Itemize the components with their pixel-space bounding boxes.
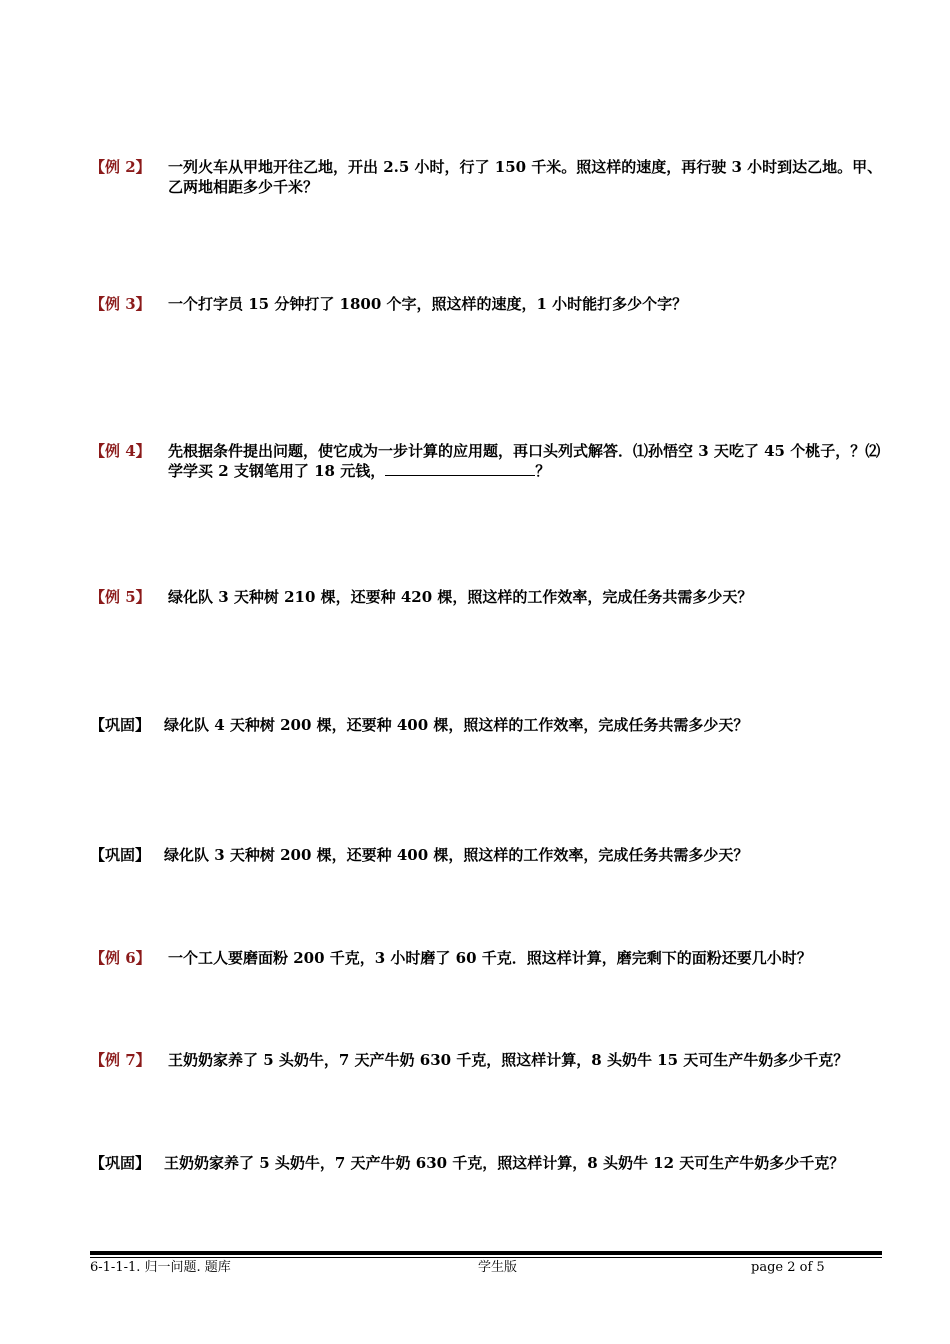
- problem-tag: 【例 7】: [90, 1051, 151, 1069]
- problem-text: 一个打字员 15 分钟打了 1800 个字，照这样的速度，1 小时能打多少个字？: [168, 295, 688, 313]
- problem-text: 一个工人要磨面粉 200 千克，3 小时磨了 60 千克．照这样计算，磨完剩下的面粉还要几小时？: [168, 949, 812, 967]
- problem-consolidate-2: [90, 845, 895, 865]
- problem-tag: 【巩固】: [90, 716, 151, 734]
- problem-tag: 【巩固】: [90, 846, 151, 864]
- problem-tag: 【例 2】: [90, 158, 151, 176]
- problem-example-6: [90, 948, 895, 968]
- footer-rule-thick: [90, 1251, 882, 1255]
- footer-center: 学生版: [478, 1260, 518, 1275]
- problem-example-2: [90, 157, 895, 197]
- problem-text-end: ？: [535, 462, 551, 480]
- problem-consolidate-1: [90, 715, 895, 735]
- problem-text-wrapper: [168, 441, 895, 481]
- problem-example-5: [90, 587, 895, 607]
- problem-text: 王奶奶家养了 5 头奶牛，7 天产牛奶 630 千克，照这样计算，8 头奶牛 12 天可生产牛奶多少千克？: [164, 1154, 845, 1172]
- problem-text: 绿化队 4 天种树 200 棵，还要种 400 棵，照这样的工作效率，完成任务共需多少天？: [164, 716, 749, 734]
- footer-right: page 2 of 5: [751, 1260, 825, 1275]
- footer-rule-thin: [90, 1257, 882, 1258]
- problem-tag: 【例 3】: [90, 295, 151, 313]
- problem-text: 王奶奶家养了 5 头奶牛，7 天产牛奶 630 千克，照这样计算，8 头奶牛 15 天可生产牛奶多少千克？: [168, 1051, 849, 1069]
- problem-tag: 【例 5】: [90, 588, 151, 606]
- problem-example-3: [90, 294, 895, 314]
- problem-text: 先根据条件提出问题，使它成为一步计算的应用题，再口头列式解答．⑴孙悟空 3 天吃了 45 个桃子，？⑵学学买 2 支钢笔用了 18 元钱，: [168, 442, 881, 480]
- problem-example-7: [90, 1050, 895, 1070]
- problem-consolidate-3: [90, 1153, 895, 1173]
- problem-tag: 【例 4】: [90, 442, 151, 460]
- answer-blank[interactable]: [385, 461, 535, 476]
- problem-text: 绿化队 3 天种树 210 棵，还要种 420 棵，照这样的工作效率，完成任务共需多少天？: [168, 588, 753, 606]
- problem-example-4: [90, 441, 895, 481]
- problem-text: 绿化队 3 天种树 200 棵，还要种 400 棵，照这样的工作效率，完成任务共需多少天？: [164, 846, 749, 864]
- problem-tag: 【巩固】: [90, 1154, 151, 1172]
- problem-text: 一列火车从甲地开往乙地，开出 2.5 小时，行了 150 千米。照这样的速度，再行驶 3 小时到达乙地。甲、乙两地相距多少千米？: [168, 158, 883, 196]
- footer-left: 6-1-1-1. 归一问题. 题库: [90, 1260, 231, 1275]
- problem-tag: 【例 6】: [90, 949, 151, 967]
